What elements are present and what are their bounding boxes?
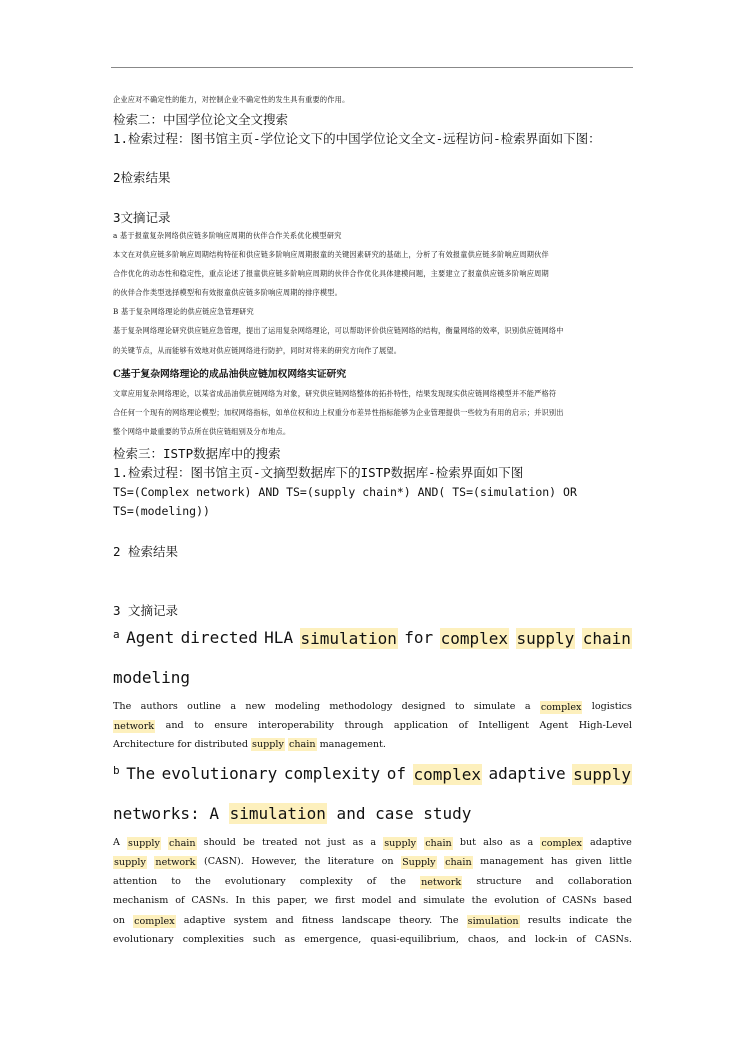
word: chaos, [467,934,499,945]
word: mechanism [113,895,169,906]
abstract-heading: 3文摘记录 [113,210,171,225]
word: has [551,856,568,867]
search-result-heading: 2 检索结果 [113,544,179,559]
text-run: and case study [326,804,472,823]
word: adaptive [488,764,566,783]
word: the [616,915,632,926]
word: Agent [126,628,175,647]
text-line: 企业应对不确定性的能力，对控制企业不确定性的发生具有重要的作用。 [113,95,350,104]
word: outline [187,701,221,712]
highlighted-term: network [421,877,462,888]
word: High-Level [578,720,632,731]
word: of [386,764,406,783]
word: adaptive [590,837,632,848]
word: results [527,915,561,926]
highlighted-term: network [114,721,155,732]
word: The [440,915,459,926]
word: landscape [341,915,391,926]
abstract-heading: 3 文摘记录 [113,603,179,618]
highlighted-term: simulation [467,916,519,927]
word: treated [262,837,298,848]
word: new [245,701,266,712]
word: evolutionary [224,876,286,887]
abstract-c-body: 整个网络中最重要的节点所在供应链组别及分布地点。 [113,427,291,436]
word: Intelligent [478,720,529,731]
word: system [233,915,268,926]
section-title: 检索二：中国学位论文全文搜索 [113,112,289,127]
word: complexities [182,934,244,945]
word: emergence, [304,934,362,945]
word: just [327,837,346,848]
text-run: Architecture for distributed [113,739,252,750]
abstract-b-title: B 基于复杂网络理论的供应链应急管理研究 [113,307,254,316]
word: based [603,895,632,906]
highlighted-term: network [155,857,196,868]
word: simulate [473,701,516,712]
word: through [344,720,384,731]
word: methodology [329,701,393,712]
highlighted-term: chain [288,739,316,750]
highlighted-term: complex [541,838,582,849]
word: for [404,628,434,647]
word: should [203,837,236,848]
word: collaboration [567,876,632,887]
word: attention [113,876,158,887]
word: quasi-equilibrium, [370,934,459,945]
paper-a-title [113,628,632,649]
word: as [509,837,521,848]
abstract-b-body: 的关键节点，从而能够有效地对供应链网络进行防护，同时对将来的研究方向作了展望。 [113,346,402,355]
search-process: 1.检索过程：图书馆主页-文摘型数据库下的ISTP数据库-检索界面如下图 [113,465,524,480]
word: the [195,876,211,887]
word: to [171,876,181,887]
word: to [194,720,204,731]
word: a [524,701,531,712]
word: the [304,856,321,867]
abstract-c-body: 文章应用复杂网络理论，以某省成品油供应链网络为对象，研究供应链网络整体的拓扑特性，结果发现现实供应链网络模型并不能严格符 [113,389,557,398]
highlighted-term: supply [573,765,631,784]
word: complexity [299,876,353,887]
highlighted-term: chain [445,857,472,868]
paper-b-body-line [113,876,632,889]
paper-b-body-line [113,837,632,850]
word: logistics [591,701,632,712]
highlighted-term: supply [516,629,575,648]
paper-b-body-line [113,915,632,928]
word: model [361,895,392,906]
word: In [235,895,246,906]
highlighted-term: supply [252,739,284,750]
abstract-c-body: 合任何一个现有的网络理论模型；加权网络指标，如单位权和边上权重分布差异性指标能够为企业管理提供一些较为有用的启示；并识别出 [113,408,564,417]
paper-a-body-line [113,701,632,714]
word: and [165,720,184,731]
word: ensure [214,720,248,731]
abstract-a-body: 本文在对供应链多阶响应周期结构特征和供应链多阶响应周期报童的关键因素研究的基础上，分析了有效报童供应链多阶响应周期伙伴 [113,250,549,259]
word: the [390,876,406,887]
paper-a-title-cont: modeling [113,668,191,687]
word: given [575,856,602,867]
highlighted-term: complex [440,629,509,648]
text-run: management. [316,739,386,750]
section-title: 检索三：ISTP数据库中的搜索 [113,446,281,461]
word: a [370,837,377,848]
highlighted-term: supply [384,838,417,849]
word: the [471,895,488,906]
word: a [527,837,534,848]
word: CASNs. [191,895,229,906]
paper-b-body-line [113,856,632,869]
word: application [393,720,449,731]
word: also [483,837,503,848]
paper-a-body-line [113,720,632,733]
highlighted-term: complex [413,765,481,784]
word: adaptive [183,915,226,926]
word: and [507,934,527,945]
word: not [304,837,321,848]
highlighted-term: chain [582,629,631,648]
word: paper, [277,895,308,906]
search-result-heading: 2检索结果 [113,170,171,185]
word: as [352,837,364,848]
paper-b-body-line [113,934,632,945]
word: HLA [264,628,294,647]
word: complexity [283,764,381,783]
word: a [230,701,237,712]
word: this [252,895,271,906]
word: CASNs. [594,934,632,945]
word: modeling [274,701,320,712]
word: of [366,876,377,887]
abstract-a-title: a 基于报童复杂网络供应链多阶响应周期的伙伴合作关系优化模型研究 [113,231,342,240]
word: little [609,856,632,867]
word: CASNs [562,895,597,906]
word: (CASN). [204,856,244,867]
highlighted-term: chain [169,838,196,849]
word: on [113,915,125,926]
query-line: TS=(modeling)) [113,504,210,518]
abstract-a-body: 的伙伴合作类型选择模型和有效报童供应链多阶响应周期的排序模型。 [113,288,343,297]
word: management [480,856,544,867]
word: first [335,895,355,906]
word: be [243,837,255,848]
word: simulate [423,895,465,906]
word: authors [140,701,178,712]
abstract-b-body: 基于复杂网络理论研究供应链应急管理，提出了运用复杂网络理论，可以帮助评价供应链网络的结构，衡量网络的效率，识别供应链网络中 [113,326,564,335]
word: to [454,701,465,712]
word: and [398,895,417,906]
item-label: b [113,764,120,777]
abstract-c-title: C基于复杂网络理论的成品油供应链加权网络实证研究 [113,369,347,380]
highlighted-term: supply [128,838,160,849]
word: However, [251,856,298,867]
word: such [252,934,276,945]
word: designed [401,701,446,712]
paper-b-title [113,764,632,785]
word: of [175,895,185,906]
paper-b-body-line [113,895,632,906]
item-label: a [113,628,120,641]
highlighted-term: supply [114,857,146,868]
word: literature [327,856,375,867]
word: as [284,934,296,945]
word: on [381,856,394,867]
word: of [576,934,586,945]
word: interoperability [258,720,334,731]
abstract-a-body: 合作优化的动态性和稳定性，重点论述了报童供应链多阶响应周期的伙伴合作优化具体建模问题，主要建立了报童供应链多阶响应周期 [113,269,549,278]
highlighted-term: Supply [402,857,436,868]
word: A [113,837,120,848]
word: Agent [539,720,569,731]
word: The [113,701,132,712]
word: fitness [301,915,334,926]
word: and [275,915,294,926]
highlighted-term: simulation [229,804,326,823]
header-rule [111,67,633,68]
highlighted-term: chain [425,838,452,849]
paper-a-body-line [113,739,386,750]
word: theory. [398,915,433,926]
word: we [314,895,329,906]
word: evolution [494,895,540,906]
word: of [546,895,556,906]
highlighted-term: simulation [300,629,397,648]
search-process: 1.检索过程：图书馆主页-学位论文下的中国学位论文全文-远程访问-检索界面如下图： [113,131,601,146]
word: indicate [569,915,609,926]
word: evolutionary [161,764,278,783]
word: but [459,837,477,848]
word: structure [476,876,522,887]
word: The [126,764,156,783]
word: and [535,876,554,887]
word: lock-in [535,934,568,945]
word: directed [180,628,258,647]
highlighted-term: complex [540,702,582,713]
word: of [458,720,468,731]
highlighted-term: complex [134,916,175,927]
text-run: networks: A [113,804,229,823]
query-line: TS=(Complex network) AND TS=(supply chain*) AND( TS=(simulation) OR [113,485,577,499]
word: evolutionary [113,934,174,945]
paper-b-title-cont [113,804,471,823]
